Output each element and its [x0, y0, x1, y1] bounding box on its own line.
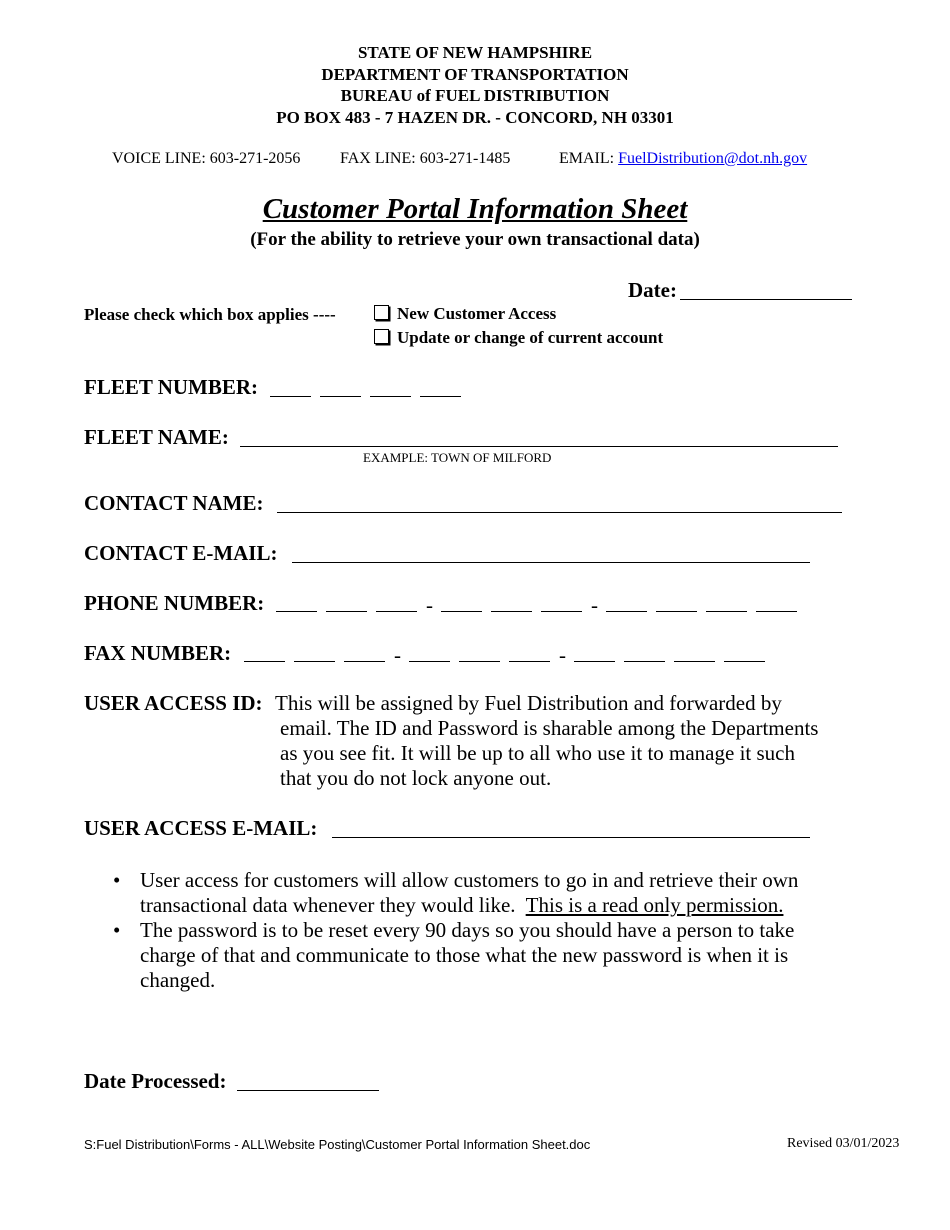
email-link[interactable]: FuelDistribution@dot.nh.gov: [618, 150, 808, 167]
email-line: [559, 150, 807, 168]
phone-number-field[interactable]: [276, 593, 806, 618]
read-only-note: This is a read only permission.: [525, 893, 784, 917]
contact-name-label: CONTACT NAME:: [84, 491, 264, 515]
contact-email-field[interactable]: [292, 544, 810, 563]
page-subtitle: (For the ability to retrieve your own transactional data): [250, 229, 700, 250]
bullet-2-line-2: charge of that and communicate to those what the new password is when it is: [140, 943, 789, 967]
new-customer-label: New Customer Access: [397, 304, 557, 323]
footer-file-path: S:Fuel Distribution\Forms - ALL\Website Posting\Customer Portal Information Sheet.doc: [84, 1137, 591, 1152]
bullet-1-line-1: User access for customers will allow customers to go in and retrieve their own: [140, 868, 799, 892]
bullet-1-line-2-text: transactional data whenever they would like.: [140, 893, 526, 917]
header-bureau: BUREAU of FUEL DISTRIBUTION: [340, 86, 610, 105]
footer-revised: Revised 03/01/2023: [787, 1136, 900, 1151]
header-department: DEPARTMENT OF TRANSPORTATION: [321, 65, 629, 84]
page-title: Customer Portal Information Sheet: [262, 193, 688, 225]
bullet-2-line-3: changed.: [140, 968, 216, 992]
phone-dash-2: -: [591, 593, 598, 617]
fleet-name-field[interactable]: [240, 428, 838, 447]
user-access-id-line-2: email. The ID and Password is sharable among the Departments: [280, 716, 819, 740]
fax-number-label: FAX NUMBER:: [84, 641, 232, 665]
header-state: STATE OF NEW HAMPSHIRE: [357, 43, 593, 62]
fleet-name-label: FLEET NAME:: [84, 425, 229, 449]
date-label: Date:: [628, 278, 677, 302]
fleet-number-field[interactable]: [270, 378, 470, 402]
date-field[interactable]: [680, 280, 852, 300]
bullet-2-line-1: The password is to be reset every 90 days so you should have a person to take: [140, 918, 795, 942]
fax-dash-2: -: [559, 643, 566, 667]
user-access-email-label: USER ACCESS E-MAIL:: [84, 816, 318, 840]
contact-name-field[interactable]: [277, 494, 842, 513]
user-access-id-label: USER ACCESS ID:: [84, 691, 263, 715]
bullet-1-line-2: [140, 893, 783, 918]
fax-number-field[interactable]: [244, 643, 774, 668]
date-processed-field[interactable]: [237, 1072, 379, 1091]
new-customer-checkbox[interactable]: [374, 305, 389, 320]
voice-line: VOICE LINE: 603-271-2056: [112, 150, 301, 167]
fax-line: FAX LINE: 603-271-1485: [340, 150, 511, 167]
phone-dash-1: -: [426, 593, 433, 617]
fax-dash-1: -: [394, 643, 401, 667]
bullet-dot-2: •: [113, 918, 121, 942]
user-access-id-line-1: This will be assigned by Fuel Distribution and forwarded by: [275, 691, 782, 715]
fleet-name-example: EXAMPLE: TOWN OF MILFORD: [363, 450, 552, 465]
option-new-customer[interactable]: [374, 304, 556, 324]
phone-number-label: PHONE NUMBER:: [84, 591, 265, 615]
header-address: PO BOX 483 - 7 HAZEN DR. - CONCORD, NH 03301: [276, 108, 674, 127]
user-access-email-field[interactable]: [332, 819, 810, 838]
date-processed-label: Date Processed:: [84, 1069, 227, 1093]
update-account-checkbox[interactable]: [374, 329, 389, 344]
fleet-number-label: FLEET NUMBER:: [84, 375, 259, 399]
check-prompt: Please check which box applies ----: [84, 305, 336, 324]
bullet-dot-1: •: [113, 868, 121, 892]
user-access-id-line-3: as you see fit. It will be up to all who use it to manage it such: [280, 741, 795, 765]
update-account-label: Update or change of current account: [397, 328, 664, 347]
email-label: EMAIL:: [559, 150, 619, 167]
option-update-account[interactable]: [374, 328, 663, 348]
contact-email-label: CONTACT E-MAIL:: [84, 541, 278, 565]
user-access-id-line-4: that you do not lock anyone out.: [280, 766, 552, 790]
